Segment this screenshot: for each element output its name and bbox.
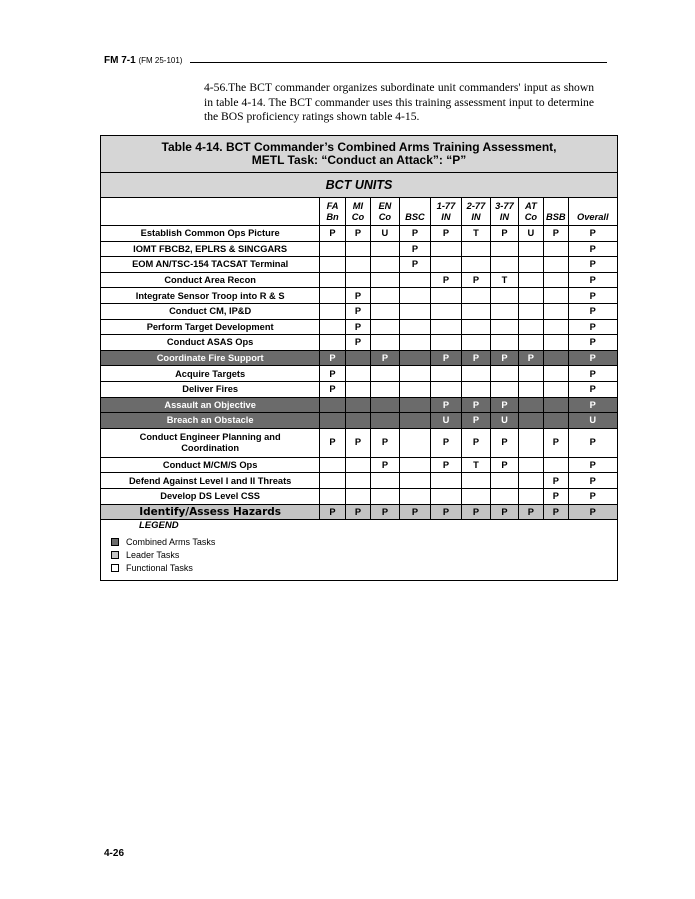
column-header [461,198,491,226]
manual-number: FM 7-1 [104,55,136,66]
rating-cell: P [345,335,370,351]
task-name-text: IOMT FBCB2, EPLRS & SINCGARS [133,243,288,254]
rating-cell [491,366,518,382]
column-header-line2: IN [441,211,451,222]
task-name [101,413,320,429]
rating-cell [320,241,345,257]
rating-cell [399,303,431,319]
rating-cell: P [461,397,491,413]
rating-cell [371,272,399,288]
rating-cell [544,241,568,257]
table-row [101,397,617,413]
rating-cell [345,381,370,397]
rating-cell [431,473,462,489]
column-header [568,198,617,226]
rating-cell [491,288,518,304]
column-header-line1: FA [326,201,339,211]
rating-cell [518,381,543,397]
task-name-text: Conduct Area Recon [164,275,256,286]
rating-cell [320,457,345,473]
rating-cell [345,257,370,273]
table-row [101,241,617,257]
rating-cell: P [431,428,462,457]
rating-cell: T [461,457,491,473]
rating-cell [544,350,568,366]
rating-cell [345,488,370,504]
column-header-line1: 3-77 [495,201,514,211]
task-name [101,241,320,257]
rating-cell: U [518,226,543,242]
rating-cell: P [568,335,617,351]
table-row [101,272,617,288]
rating-cell [491,473,518,489]
rating-cell: P [399,257,431,273]
legend [111,520,215,574]
rating-cell [399,457,431,473]
rating-cell [399,288,431,304]
table-row [101,319,617,335]
rating-cell [544,272,568,288]
rating-cell [518,319,543,335]
table-title [101,136,617,173]
running-header [104,55,182,66]
rating-cell [461,303,491,319]
rating-cell: P [320,428,345,457]
rating-cell: P [568,350,617,366]
legend-item [111,535,215,548]
column-header [491,198,518,226]
rating-cell [461,335,491,351]
rating-cell: P [568,428,617,457]
rating-cell: P [568,504,617,520]
rating-cell [320,473,345,489]
rating-cell: P [431,272,462,288]
header-rule [190,62,607,63]
task-name-text: EOM AN/TSC-154 TACSAT Terminal [132,259,289,270]
table-title-line2: METL Task: “Conduct an Attack”: “P” [251,153,467,167]
column-header-line2: Co [351,211,365,222]
rating-cell [544,257,568,273]
legend-swatch [111,564,119,572]
rating-cell [399,381,431,397]
task-name-text: Defend Against Level I and II Threats [128,475,292,486]
table-row [101,428,617,457]
table-row [101,504,617,520]
table-row [101,257,617,273]
rating-cell: P [371,457,399,473]
rating-cell: P [461,413,491,429]
rating-cell: P [568,226,617,242]
rating-cell: P [399,504,431,520]
task-name-text: Assault an Objective [164,399,256,410]
rating-cell: P [568,241,617,257]
rating-cell: P [399,241,431,257]
task-name-text: Conduct Engineer Planning and [139,431,281,442]
rating-cell: P [371,350,399,366]
rating-cell [371,488,399,504]
rating-cell [399,272,431,288]
task-name [101,428,320,457]
column-header-line1: AT [525,201,537,211]
rating-cell [320,319,345,335]
rating-cell [345,241,370,257]
rating-cell [518,397,543,413]
rating-cell [461,257,491,273]
rating-cell [320,303,345,319]
task-name [101,457,320,473]
rating-cell: P [345,504,370,520]
table-row [101,473,617,489]
table-row [101,350,617,366]
task-name [101,350,320,366]
rating-cell [320,272,345,288]
rating-cell: P [461,428,491,457]
rating-cell [399,413,431,429]
column-header [518,198,543,226]
rating-cell [518,473,543,489]
rating-cell [431,241,462,257]
column-header-line2: Bn [326,211,339,222]
table-row [101,335,617,351]
task-name-text: Perform Target Development [146,321,274,332]
rating-cell: T [461,226,491,242]
rating-cell [371,366,399,382]
column-header-line2: BSC [405,211,425,222]
rating-cell [399,473,431,489]
rating-cell: P [544,226,568,242]
rating-cell [491,257,518,273]
rating-cell [431,381,462,397]
rating-cell: P [431,226,462,242]
rating-cell: P [568,272,617,288]
column-header-line1 [400,201,431,212]
rating-cell: P [371,504,399,520]
table-row [101,288,617,304]
rating-cell: P [568,488,617,504]
column-header [371,198,399,226]
task-name [101,488,320,504]
rating-cell: P [461,350,491,366]
rating-cell [544,319,568,335]
rating-cell: P [491,428,518,457]
table-row [101,457,617,473]
task-name-text: Conduct ASAS Ops [166,337,254,348]
rating-cell [345,397,370,413]
manual-alt-number: (FM 25-101) [138,56,183,65]
legend-swatch [111,538,119,546]
column-header [345,198,370,226]
task-name-text: Acquire Targets [175,368,246,379]
rating-cell [431,319,462,335]
column-header [320,198,345,226]
rating-cell [461,488,491,504]
column-header-line2: BSB [546,211,566,222]
column-header [544,198,568,226]
rating-cell [431,335,462,351]
task-name-text-line2: Coordination [181,442,240,453]
legend-swatch [111,551,119,559]
rating-cell: P [568,257,617,273]
rating-cell [544,335,568,351]
rating-cell: P [345,226,370,242]
rating-cell [518,488,543,504]
rating-cell: P [431,504,462,520]
page-number: 4-26 [104,848,125,859]
rating-cell [544,288,568,304]
assessment-grid [101,136,617,520]
column-header-line1: 2-77 [466,201,486,211]
rating-cell [371,303,399,319]
rating-cell: P [568,303,617,319]
rating-cell [491,335,518,351]
legend-title: LEGEND [139,520,179,531]
table-row [101,366,617,382]
rating-cell [345,272,370,288]
rating-cell [518,457,543,473]
rating-cell: P [544,428,568,457]
column-header-line1 [569,201,617,212]
rating-cell [399,350,431,366]
rating-cell [371,288,399,304]
rating-cell [371,473,399,489]
rating-cell [544,303,568,319]
rating-cell [371,241,399,257]
rating-cell [320,413,345,429]
rating-cell [345,457,370,473]
rating-cell: P [371,428,399,457]
rating-cell [371,319,399,335]
rating-cell: P [431,350,462,366]
rating-cell [518,288,543,304]
column-header-line2: IN [499,211,510,222]
intro-paragraph: 4-56.The BCT commander organizes subordinate unit commanders' input as shown in table 4-14. The BCT commander uses this training assessment input to determine the BOS proficiency ratings shown table 4-15. [204,81,594,124]
rating-cell [544,397,568,413]
table-row [101,488,617,504]
task-column-header [101,198,320,226]
rating-cell [491,381,518,397]
rating-cell [399,428,431,457]
rating-cell [491,488,518,504]
rating-cell [518,413,543,429]
task-name-text: Deliver Fires [182,384,239,395]
column-header [399,198,431,226]
rating-cell [518,241,543,257]
table-row [101,413,617,429]
legend-item [111,561,215,574]
legend-label: Functional Tasks [126,562,193,573]
rating-cell [320,397,345,413]
task-name-text: Coordinate Fire Support [156,353,264,364]
rating-cell: P [568,366,617,382]
legend-item [111,548,215,561]
rating-cell [431,488,462,504]
rating-cell [491,303,518,319]
rating-cell [544,381,568,397]
rating-cell: P [431,457,462,473]
rating-cell [431,257,462,273]
assessment-table [100,135,618,581]
rating-cell: P [320,504,345,520]
rating-cell [371,335,399,351]
rating-cell [518,303,543,319]
column-header-line2: Co [378,211,392,222]
units-header: BCT UNITS [101,173,617,198]
rating-cell [399,335,431,351]
rating-cell: P [320,226,345,242]
rating-cell: P [461,272,491,288]
rating-cell [461,473,491,489]
column-header [431,198,462,226]
task-name-text: Integrate Sensor Troop into R & S [135,290,285,301]
rating-cell: P [568,397,617,413]
table-row [101,226,617,242]
rating-cell [491,241,518,257]
rating-cell [431,366,462,382]
legend-label: Combined Arms Tasks [126,536,216,547]
rating-cell: P [491,226,518,242]
rating-cell: P [320,350,345,366]
rating-cell [371,397,399,413]
rating-cell [518,366,543,382]
rating-cell [371,257,399,273]
rating-cell [320,288,345,304]
task-name [101,272,320,288]
rating-cell [320,335,345,351]
rating-cell [371,413,399,429]
task-name [101,303,320,319]
column-header-line2: IN [471,211,481,222]
table-row [101,303,617,319]
rating-cell: P [431,397,462,413]
rating-cell: P [568,473,617,489]
column-header-line2: Co [524,211,538,222]
task-name [101,288,320,304]
rating-cell: P [491,350,518,366]
task-name-text: Conduct M/CM/S Ops [162,460,258,471]
task-name [101,257,320,273]
rating-cell [431,288,462,304]
rating-cell [345,413,370,429]
column-header-line1: MI [352,201,364,211]
task-name [101,473,320,489]
rating-cell: P [568,319,617,335]
task-name [101,335,320,351]
rating-cell: P [568,288,617,304]
rating-cell: U [491,413,518,429]
rating-cell: P [568,381,617,397]
column-header-line1: EN [378,201,392,211]
table-row [101,381,617,397]
rating-cell [399,488,431,504]
task-name [101,397,320,413]
rating-cell [320,257,345,273]
rating-cell [461,319,491,335]
rating-cell [461,366,491,382]
task-name [101,504,320,520]
legend-label: Leader Tasks [126,549,180,560]
rating-cell [399,397,431,413]
rating-cell: T [491,272,518,288]
rating-cell [544,457,568,473]
rating-cell [345,473,370,489]
rating-cell: P [345,288,370,304]
rating-cell [461,381,491,397]
rating-cell: P [491,397,518,413]
rating-cell [461,241,491,257]
rating-cell: U [568,413,617,429]
rating-cell: P [320,366,345,382]
table-title-line1: Table 4-14. BCT Commander’s Combined Arms Training Assessment, [161,140,557,154]
rating-cell: P [491,457,518,473]
rating-cell: P [544,504,568,520]
rating-cell: P [491,504,518,520]
rating-cell [431,303,462,319]
task-name [101,381,320,397]
rating-cell [518,257,543,273]
rating-cell: P [345,319,370,335]
rating-cell: P [461,504,491,520]
task-name-text: Conduct CM, IP&D [169,306,252,317]
rating-cell [371,381,399,397]
task-name-text: Establish Common Ops Picture [140,228,280,239]
rating-cell: P [345,303,370,319]
rating-cell: P [399,226,431,242]
rating-cell [544,366,568,382]
rating-cell [461,288,491,304]
task-name [101,319,320,335]
rating-cell [345,350,370,366]
rating-cell: P [518,350,543,366]
rating-cell [320,488,345,504]
rating-cell [345,366,370,382]
rating-cell: U [431,413,462,429]
task-name-text: Develop DS Level CSS [160,491,261,502]
task-name [101,366,320,382]
rating-cell [491,319,518,335]
rating-cell [399,319,431,335]
rating-cell: P [544,473,568,489]
task-name-text: Identify/Assess Hazards [139,505,282,518]
rating-cell: P [544,488,568,504]
column-header-line2: Overall [577,211,609,222]
column-header-line1 [544,201,567,212]
rating-cell: U [371,226,399,242]
rating-cell [518,335,543,351]
rating-cell [399,366,431,382]
task-name-text: Breach an Obstacle [166,415,254,426]
rating-cell: P [568,457,617,473]
rating-cell: P [518,504,543,520]
rating-cell [518,272,543,288]
rating-cell: P [345,428,370,457]
rating-cell [518,428,543,457]
rating-cell: P [320,381,345,397]
task-name [101,226,320,242]
column-header-line1: 1-77 [436,201,456,211]
rating-cell [544,413,568,429]
